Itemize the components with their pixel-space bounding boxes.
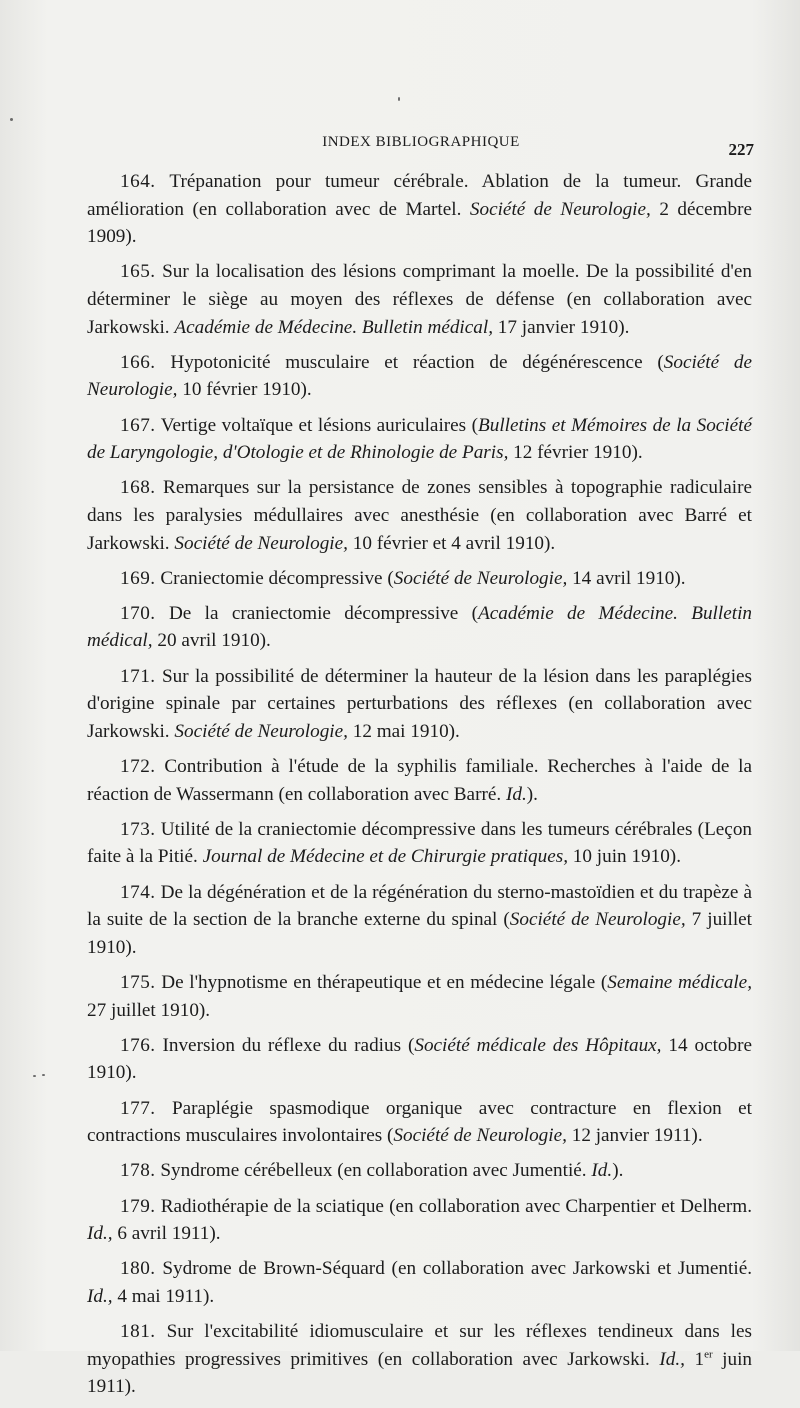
entry-text: Syndrome cérébelleux (en collaboration avec Jumentié. (160, 1160, 587, 1182)
bibliography-entry-175 (87, 969, 752, 1024)
bibliography-entry-168 (87, 474, 752, 557)
bibliography-entry-165 (87, 258, 752, 341)
entry-number: 172. (120, 756, 156, 778)
entry-text: Sur l'excitabilité idiomusculaire et sur les réflexes tendineux dans les myopathies progressives primitives (en collaboration avec Jarkowski. (87, 1321, 752, 1370)
bibliography-list (87, 168, 752, 1408)
entry-date: 6 avril 1911). (117, 1223, 221, 1245)
entry-date-end: juin 1911). (87, 1348, 753, 1398)
entry-date: 1 (694, 1348, 705, 1370)
bibliography-entry-180 (87, 1255, 752, 1310)
entry-text: Hypotonicité musculaire et réaction de dégénérescence ( (170, 351, 664, 373)
entry-source: Société de Neurologie, (469, 198, 651, 220)
entry-date: ). (526, 783, 538, 805)
bibliography-entry-172 (87, 753, 752, 808)
bibliography-entry-176 (87, 1032, 752, 1087)
bibliography-entry-166 (87, 349, 752, 404)
entry-date: ). (612, 1160, 624, 1182)
entry-text: Contribution à l'étude de la syphilis familiale. Recherches à l'aide de la réaction de Wassermann (en collaboration avec Barré. (87, 756, 752, 805)
entry-text: Vertige voltaïque et lésions auriculaires ( (160, 414, 479, 436)
entry-number: 166. (120, 351, 156, 373)
entry-text: De l'hypnotisme en thérapeutique et en médecine légale ( (161, 971, 608, 993)
entry-source: Id., (659, 1348, 685, 1370)
entry-source: Id., (87, 1223, 113, 1245)
entry-date: 12 mai 1910). (352, 720, 460, 742)
entry-date: 10 juin 1910). (572, 846, 681, 868)
entry-date: 14 avril 1910). (572, 567, 686, 589)
entry-date: 17 janvier 1910). (497, 316, 630, 338)
entry-text: Trépanation pour tumeur cérébrale. Ablation de la tumeur. Grande amélioration (en collaboration avec de Martel. (87, 171, 752, 220)
entry-source: Société médicale des Hôpitaux, (414, 1034, 662, 1056)
entry-number: 179. (120, 1195, 156, 1217)
bibliography-entry-164 (87, 168, 752, 251)
entry-text: Remarques sur la persistance de zones sensibles à topographie radiculaire dans les paralysies médullaires avec anesthésie (en collaboration avec Barré et Jarkowski. (87, 477, 753, 554)
entry-number: 181. (120, 1321, 156, 1343)
entry-number: 174. (120, 881, 156, 903)
entry-source: Société de Neurologie, (509, 909, 686, 931)
bibliography-entry-177 (87, 1095, 752, 1150)
entry-source: Journal de Médecine et de Chirurgie pratiques, (202, 846, 568, 868)
entry-source: Id. (591, 1160, 613, 1182)
scan-speck (398, 97, 400, 101)
entry-number: 171. (120, 665, 156, 687)
entry-date: 10 février 1910). (182, 379, 312, 401)
entry-number: 180. (120, 1258, 156, 1280)
entry-source: Société de Neurologie, (393, 567, 568, 589)
superscript-er: er (704, 1348, 713, 1361)
entry-source: Société de Neurologie, (174, 720, 348, 742)
entry-source: Bulletins et Mémoires de la Société de Laryngologie, d'Otologie et de Rhinologie de Paris, (87, 414, 753, 464)
bibliography-entry-173 (87, 816, 752, 871)
entry-number: 175. (120, 971, 156, 993)
page-header (88, 134, 754, 158)
scan-speck (42, 1074, 45, 1076)
entry-source: Société de Neurologie, (174, 532, 348, 554)
entry-source: Société de Neurologie, (393, 1125, 567, 1147)
bibliography-entry-181 (87, 1318, 752, 1401)
entry-text: Sur la possibilité de déterminer la hauteur de la lésion dans les paraplégies d'origine spinale par certaines perturbations des réflexes (en collaboration avec Jarkowski. (87, 665, 753, 742)
entry-text: De la dégénération et de la régénération du sterno-mastoïdien et du trapèze à la suite de la section de la branche externe du spinal ( (87, 881, 753, 931)
bibliography-entry-171 (87, 663, 752, 746)
entry-text: Inversion du réflexe du radius ( (162, 1034, 415, 1056)
entry-text: Sydrome de Brown-Séquard (en collaboration avec Jarkowski et Jumentié. (162, 1258, 753, 1280)
entry-text: Utilité de la craniectomie décompressive dans les tumeurs cérébrales (Leçon faite à la Pitié. (87, 818, 753, 868)
entry-number: 173. (120, 818, 156, 840)
entry-date: 10 février et 4 avril 1910). (352, 532, 556, 554)
entry-number: 167. (120, 414, 156, 436)
entry-source: Académie de Médecine. Bulletin médical, (174, 316, 493, 338)
entry-number: 168. (120, 477, 156, 499)
entry-source: Académie de Médecine. Bulletin médical, (87, 602, 752, 652)
scan-speck (33, 1075, 36, 1077)
bibliography-entry-179 (87, 1193, 752, 1248)
entry-number: 165. (120, 261, 156, 283)
entry-date: 14 octobre 1910). (87, 1034, 753, 1084)
entry-number: 178. (120, 1160, 156, 1182)
entry-text: Craniectomie décompressive ( (160, 567, 394, 589)
entry-number: 164. (120, 171, 156, 192)
entry-source: Id., (87, 1285, 113, 1307)
entry-text: De la craniectomie décompressive ( (168, 602, 479, 624)
entry-number: 177. (120, 1097, 156, 1119)
entry-date: 27 juillet 1910). (87, 999, 211, 1021)
entry-source: Société de Neurologie, (87, 351, 753, 401)
entry-number: 169. (120, 567, 156, 589)
entry-date: 12 janvier 1911). (571, 1125, 703, 1147)
entry-date: 2 décembre 1909). (87, 198, 752, 248)
bibliography-entry-170 (87, 600, 752, 655)
bibliography-entry-167 (87, 412, 752, 467)
bibliography-entry-174 (87, 879, 752, 962)
page-number: 227 (728, 140, 754, 159)
bibliography-entry-178 (87, 1157, 752, 1185)
entry-date: 7 juillet 1910). (87, 909, 752, 958)
bibliography-entry-169 (87, 565, 752, 593)
entry-date: 12 février 1910). (513, 442, 643, 464)
entry-date: 4 mai 1911). (117, 1285, 215, 1307)
entry-text: Radiothérapie de la sciatique (en collaboration avec Charpentier et Delherm. (160, 1195, 753, 1217)
scan-speck (10, 118, 13, 121)
entry-number: 170. (120, 602, 156, 624)
entry-text: Sur la localisation des lésions comprimant la moelle. De la possibilité d'en déterminer le siège au moyen des réflexes de défense (en collaboration avec Jarkowski. (87, 261, 752, 338)
entry-source: Semaine médicale, (607, 971, 752, 993)
entry-date: 20 avril 1910). (157, 630, 271, 652)
entry-source: Id. (505, 783, 527, 805)
running-title: INDEX BIBLIOGRAPHIQUE (322, 134, 520, 150)
entry-text: Paraplégie spasmodique organique avec contracture en flexion et contractions musculaires involontaires ( (87, 1097, 753, 1147)
entry-number: 176. (120, 1034, 156, 1056)
